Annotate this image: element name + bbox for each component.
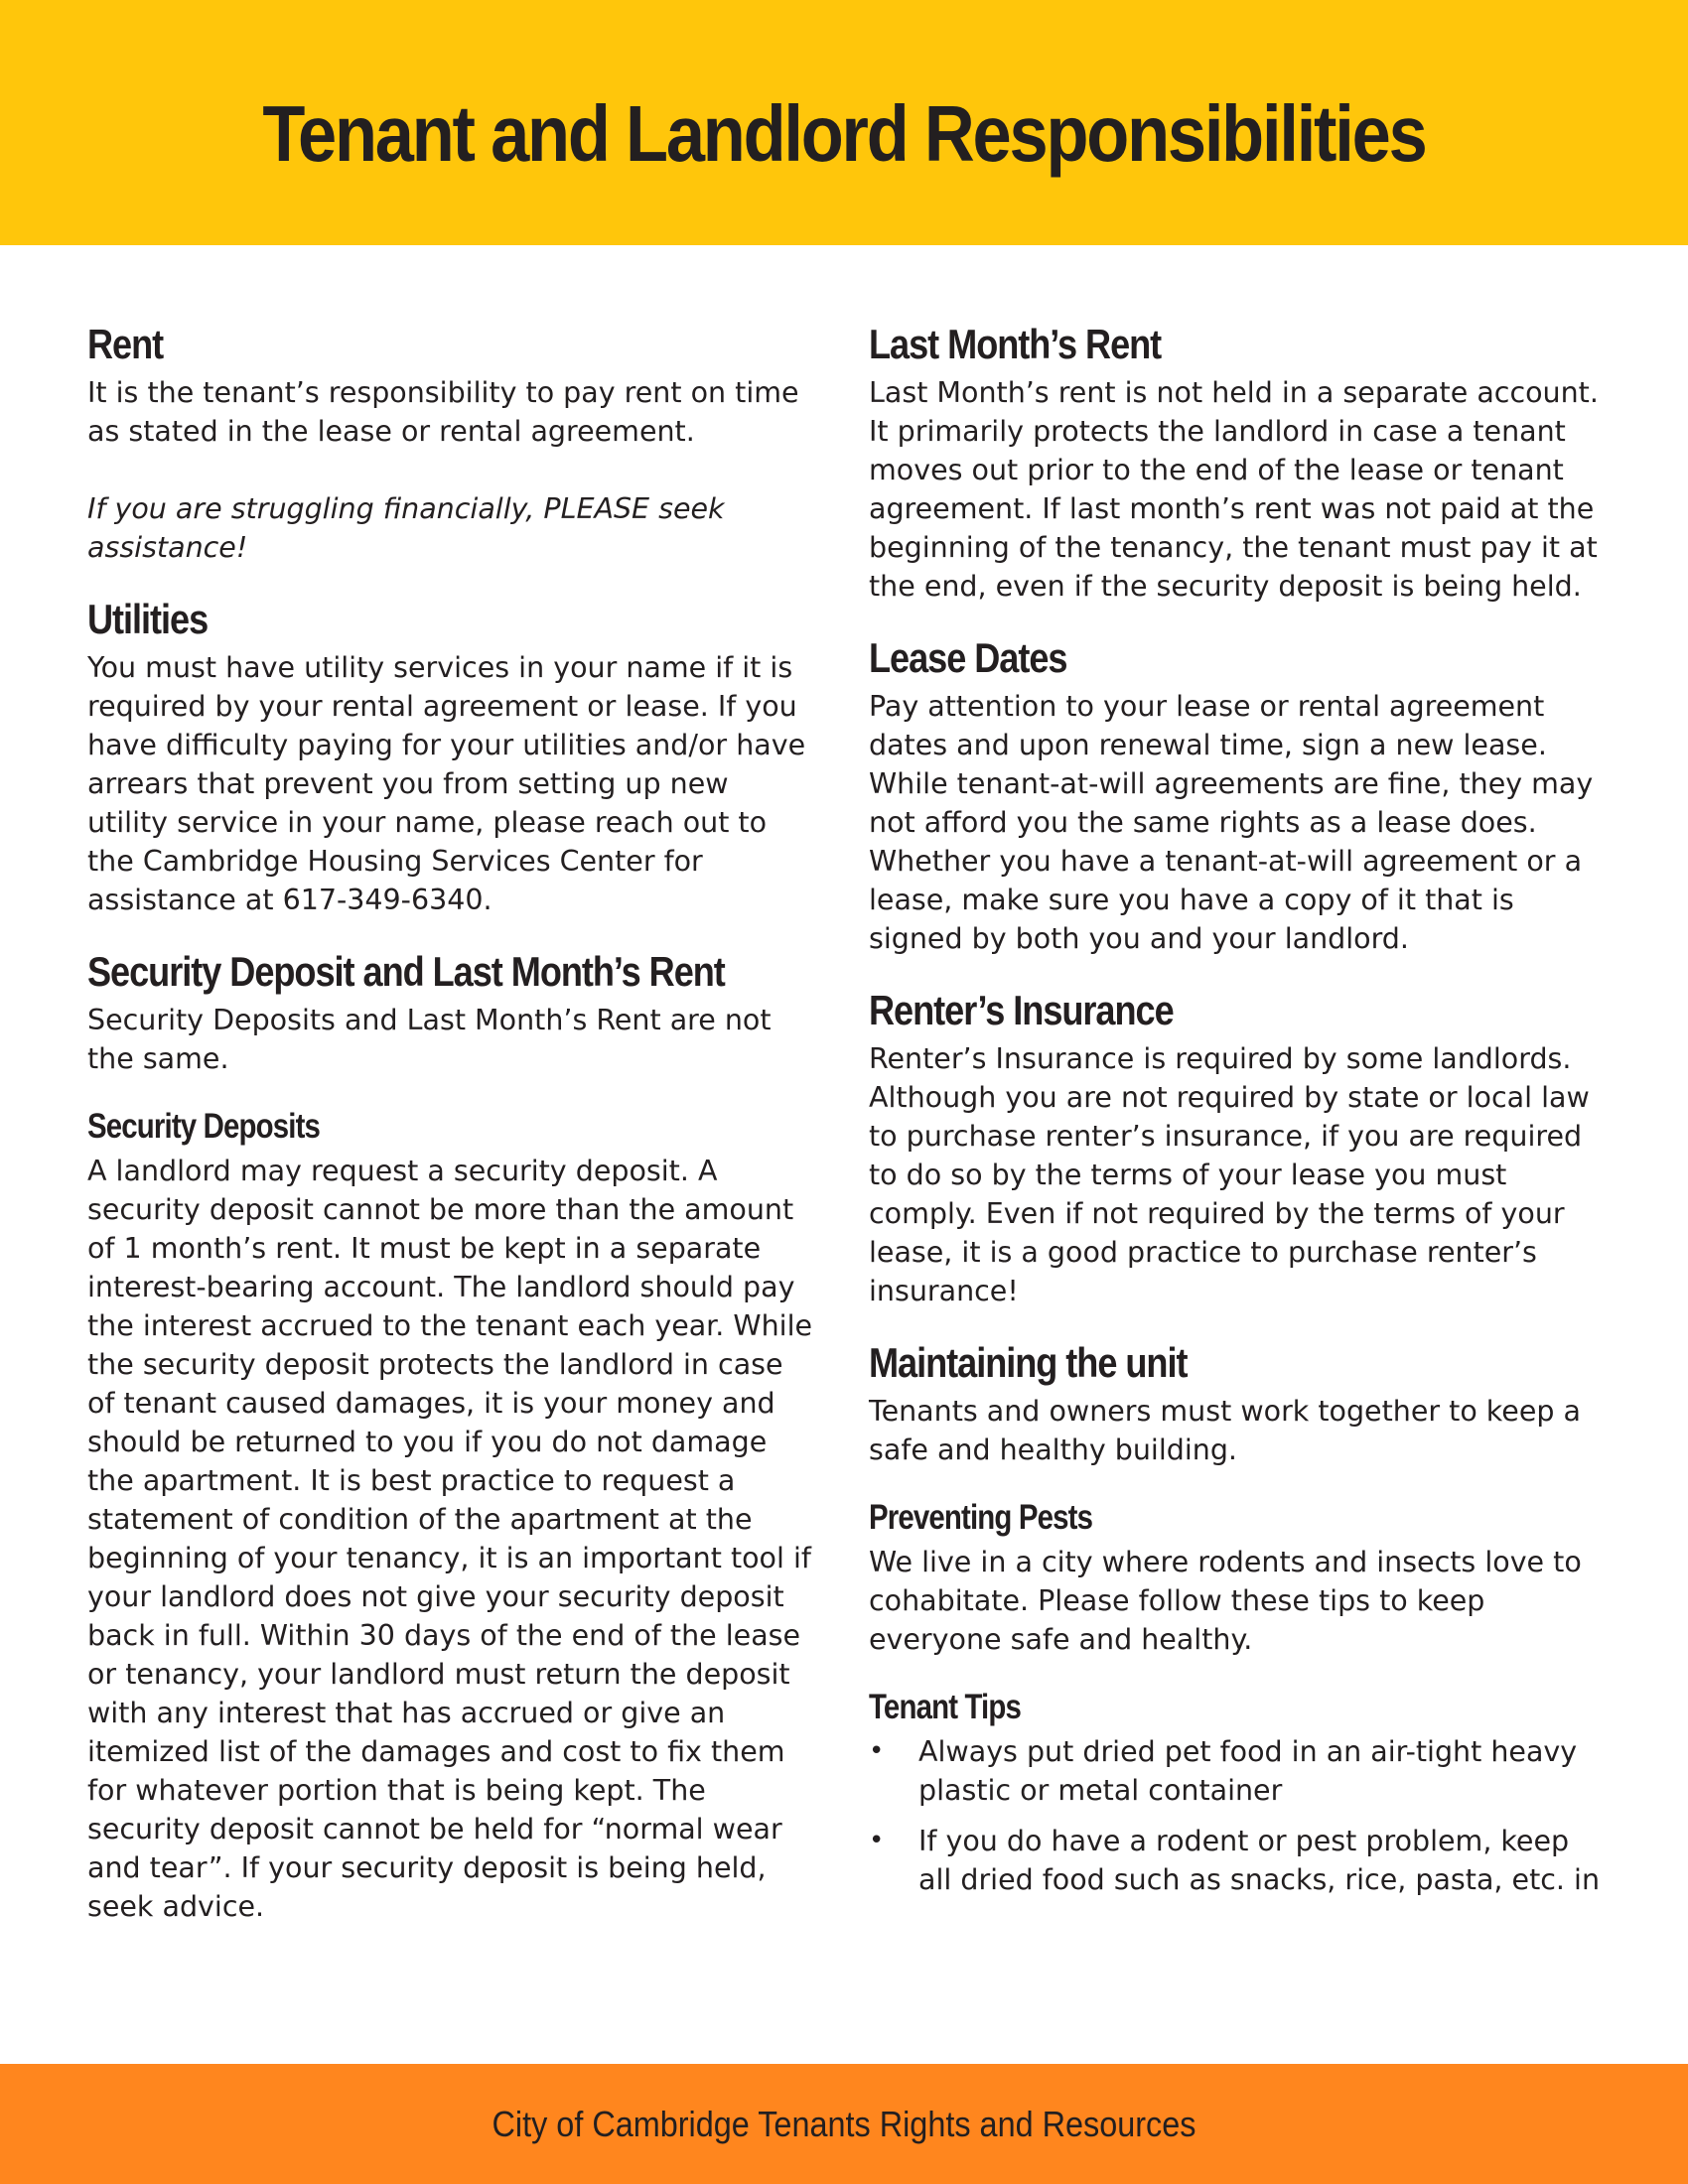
section-renters-insurance [869, 982, 1604, 1310]
bullet-icon: • [869, 1826, 885, 1855]
last-months-rent-body: Last Month’s rent is not held in a separate account. It primarily protects the landlord in case a tenant moves out prior to the end of the lease or tenant agreement. If last month’s rent was not paid at the beginning of the tenancy, the tenant must pay it at the end, even if the security deposit is being held. [869, 376, 1599, 603]
tenant-tips-list [869, 1732, 1604, 1899]
section-lease-dates [869, 629, 1604, 958]
section-tenant-tips [869, 1683, 1604, 1899]
lease-dates-heading: Lease Dates [869, 634, 1067, 681]
maintaining-unit-body: Tenants and owners must work together to keep a safe and healthy building. [869, 1395, 1581, 1466]
section-last-months-rent [869, 316, 1604, 606]
section-preventing-pests [869, 1493, 1604, 1659]
footer-text: City of Cambridge Tenants Rights and Resources [492, 2104, 1196, 2144]
maintaining-unit-heading: Maintaining the unit [869, 1339, 1188, 1386]
page-title: Tenant and Landlord Responsibilities [262, 89, 1426, 178]
list-item [869, 1822, 1604, 1899]
security-deposits-body: A landlord may request a security deposit. A security deposit cannot be more than the amount of 1 month’s rent. It must be kept in a separate interest-bearing account. The landlord should pay the interest accrued to the tenant each year. While the security deposit protects the landlord in case of tenant caused damages, it is your money and should be returned to you if you do not damage the apartment. It is best practice to request a statement of condition of the apartment at the beginning of your tenancy, it is an important tool if your landlord does not give your security deposit back in full. Within 30 days of the end of the lease or tenancy, your landlord must return the deposit with any interest that has accrued or give an itemized list of the damages and cost to fix them for whatever portion that is being kept. The security deposit cannot be held for “normal wear and tear”. If your security deposit is being held, seek advice. [87, 1155, 813, 1923]
section-maintaining-unit [869, 1334, 1604, 1469]
tenant-tip-text: If you do have a rodent or pest problem, keep all dried food such as snacks, rice, pasta, etc. in [918, 1825, 1601, 1896]
security-deposits-heading: Security Deposits [87, 1107, 321, 1146]
preventing-pests-heading: Preventing Pests [869, 1498, 1093, 1537]
bullet-icon: • [869, 1736, 885, 1766]
rent-heading: Rent [87, 321, 164, 367]
section-security-and-last-month [87, 943, 817, 1078]
tenant-tips-heading: Tenant Tips [869, 1688, 1022, 1726]
tenant-tip-text: Always put dried pet food in an air-tight heavy plastic or metal container [918, 1735, 1578, 1807]
renters-insurance-body: Renter’s Insurance is required by some landlords. Although you are not required by state or local law to purchase renter’s insurance, if you are required to do so by the terms of your lease you must comply. Even if not required by the terms of your lease, it is a good practice to purchase renter’s insurance! [869, 1042, 1590, 1307]
section-utilities [87, 591, 817, 919]
utilities-heading: Utilities [87, 596, 209, 642]
security-and-last-month-heading: Security Deposit and Last Month’s Rent [87, 948, 725, 995]
renters-insurance-heading: Renter’s Insurance [869, 987, 1174, 1033]
right-column [869, 316, 1604, 1911]
utilities-body: You must have utility services in your name if it is required by your rental agreement or lease. If you have difficulty paying for your utilities and/or have arrears that prevent you from setting up new utility service in your name, please reach out to the Cambridge Housing Services Center for assistance at 617-349-6340. [87, 651, 806, 916]
rent-note: If you are struggling financially, PLEASE seek assistance! [87, 492, 725, 564]
preventing-pests-body: We live in a city where rodents and insects love to cohabitate. Please follow these tips to keep everyone safe and healthy. [869, 1546, 1582, 1656]
lease-dates-body: Pay attention to your lease or rental agreement dates and upon renewal time, sign a new lease. While tenant-at-will agreements are fine, they may not afford you the same rights as a lease does. Whether you have a tenant-at-will agreement or a lease, make sure you have a copy of it that is signed by both you and your landlord. [869, 690, 1594, 955]
rent-body: It is the tenant’s responsibility to pay rent on time as stated in the lease or rental agreement. [87, 376, 799, 448]
left-column [87, 316, 817, 1926]
security-and-last-month-body: Security Deposits and Last Month’s Rent are not the same. [87, 1004, 772, 1075]
list-item [869, 1732, 1604, 1810]
last-months-rent-heading: Last Month’s Rent [869, 321, 1162, 367]
section-security-deposits [87, 1102, 817, 1926]
section-rent [87, 316, 817, 567]
